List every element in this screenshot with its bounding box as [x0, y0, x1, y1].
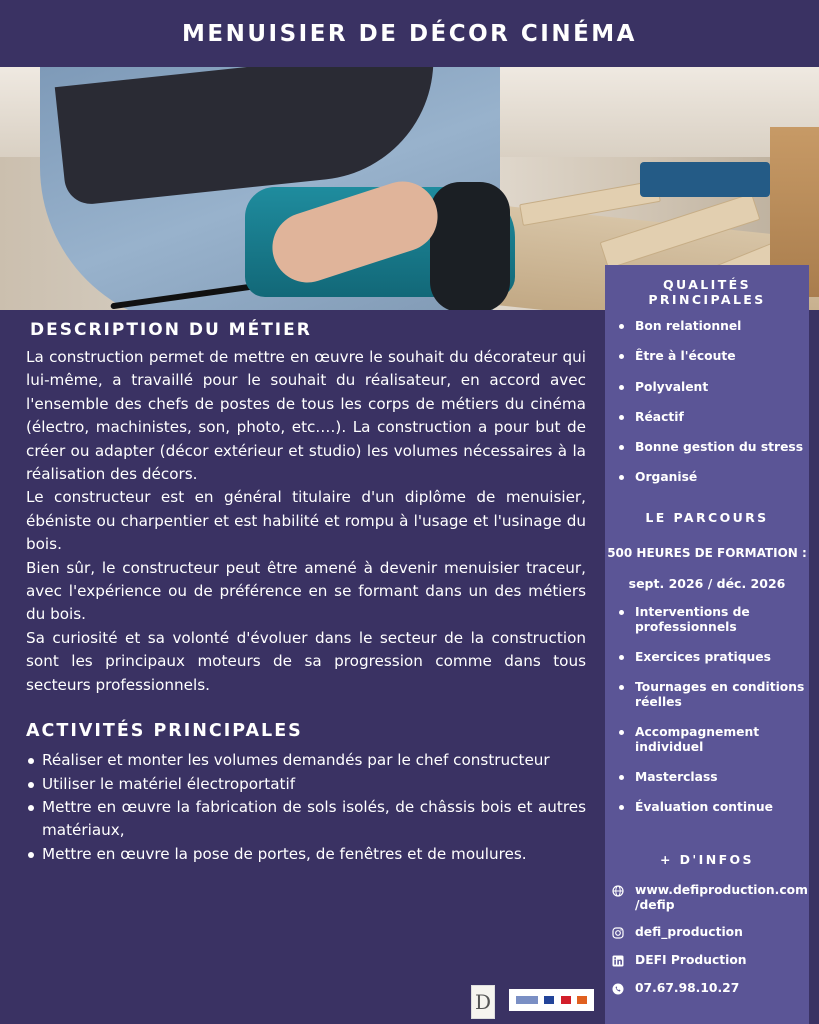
linkedin-text: DEFI Production: [635, 953, 747, 967]
list-item: Accompagnement individuel: [619, 725, 805, 755]
list-item: Mettre en œuvre la fabrication de sols isolés, de châssis bois et autres matériaux,: [26, 796, 586, 843]
globe-icon: [611, 884, 625, 898]
list-item: Évaluation continue: [619, 800, 805, 815]
instagram-text: defi_production: [635, 925, 743, 939]
description-paragraph: La construction permet de mettre en œuvre le souhait du décorateur qui lui-même, a travaillé pour le souhait du réalisateur, en accord avec l'ensemble des chefs de postes de tous les corps de métiers du cinéma (électro, machinistes, son, photo, etc.…). La construction a pour but de créer ou adapter (décor extérieur et studio) les volumes nécessaires à la réalisation des décors.: [26, 348, 586, 484]
list-item: Tournages en conditions réelles: [619, 680, 805, 710]
description-title: DESCRIPTION DU MÉTIER: [30, 320, 312, 340]
list-item: Bon relationnel: [619, 319, 803, 349]
parcours-heading: 500 HEURES DE FORMATION :: [607, 546, 807, 560]
company-logo: D: [471, 985, 495, 1019]
list-item: Réactif: [619, 410, 803, 440]
main-content: [26, 320, 586, 866]
description-paragraph: Sa curiosité et sa volonté d'évoluer dans le secteur de la construction sont les principaux moteurs de sa progression comme dans tous secteurs professionnels.: [26, 628, 586, 694]
list-item: Organisé: [619, 470, 803, 500]
description-paragraph: Le constructeur est en général titulaire d'un diplôme de menuisier, ébéniste ou charpentier et est habilité et rompu à l'usage et l'usinage du bois.: [26, 488, 586, 554]
linkedin-link[interactable]: [611, 953, 807, 981]
phone-link[interactable]: [611, 981, 807, 1009]
list-item: Masterclass: [619, 770, 805, 785]
list-item: Réaliser et monter les volumes demandés par le chef constructeur: [26, 749, 586, 772]
page-header: [0, 0, 819, 67]
list-item: Bonne gestion du stress: [619, 440, 803, 470]
website-text: www.defiproduction.com /defip: [635, 883, 808, 912]
list-item: Utiliser le matériel électroportatif: [26, 773, 586, 796]
sidebar: [605, 265, 809, 1024]
parcours-list: [619, 605, 805, 830]
list-item: Mettre en œuvre la pose de portes, de fenêtres et de moulures.: [26, 843, 586, 866]
infos-title: + D'INFOS: [660, 852, 754, 867]
infos-list: [611, 883, 807, 1009]
description-text: [26, 346, 586, 697]
phone-icon: [611, 982, 625, 996]
instagram-icon: [611, 926, 625, 940]
list-item: Polyvalent: [619, 380, 803, 410]
activities-list: [26, 749, 586, 866]
page-title: MENUISIER DE DÉCOR CINÉMA: [182, 20, 637, 47]
linkedin-icon: [611, 954, 625, 968]
parcours-dates: sept. 2026 / déc. 2026: [628, 576, 786, 591]
phone-text: 07.67.98.10.27: [635, 981, 740, 995]
qualities-list: [619, 319, 803, 501]
list-item: Être à l'écoute: [619, 349, 803, 379]
list-item: Exercices pratiques: [619, 650, 805, 665]
parcours-title: LE PARCOURS: [645, 510, 769, 525]
website-link[interactable]: [611, 883, 807, 925]
qualities-title: QUALITÉS PRINCIPALES: [648, 277, 766, 307]
instagram-link[interactable]: [611, 925, 807, 953]
partner-logos: [509, 989, 594, 1011]
description-paragraph: Bien sûr, le constructeur peut être amené à devenir menuisier traceur, avec l'expérience ou de préférence en se formant dans un des métiers du bois.: [26, 558, 586, 624]
list-item: Interventions de professionnels: [619, 605, 805, 635]
activities-title: ACTIVITÉS PRINCIPALES: [26, 721, 303, 742]
